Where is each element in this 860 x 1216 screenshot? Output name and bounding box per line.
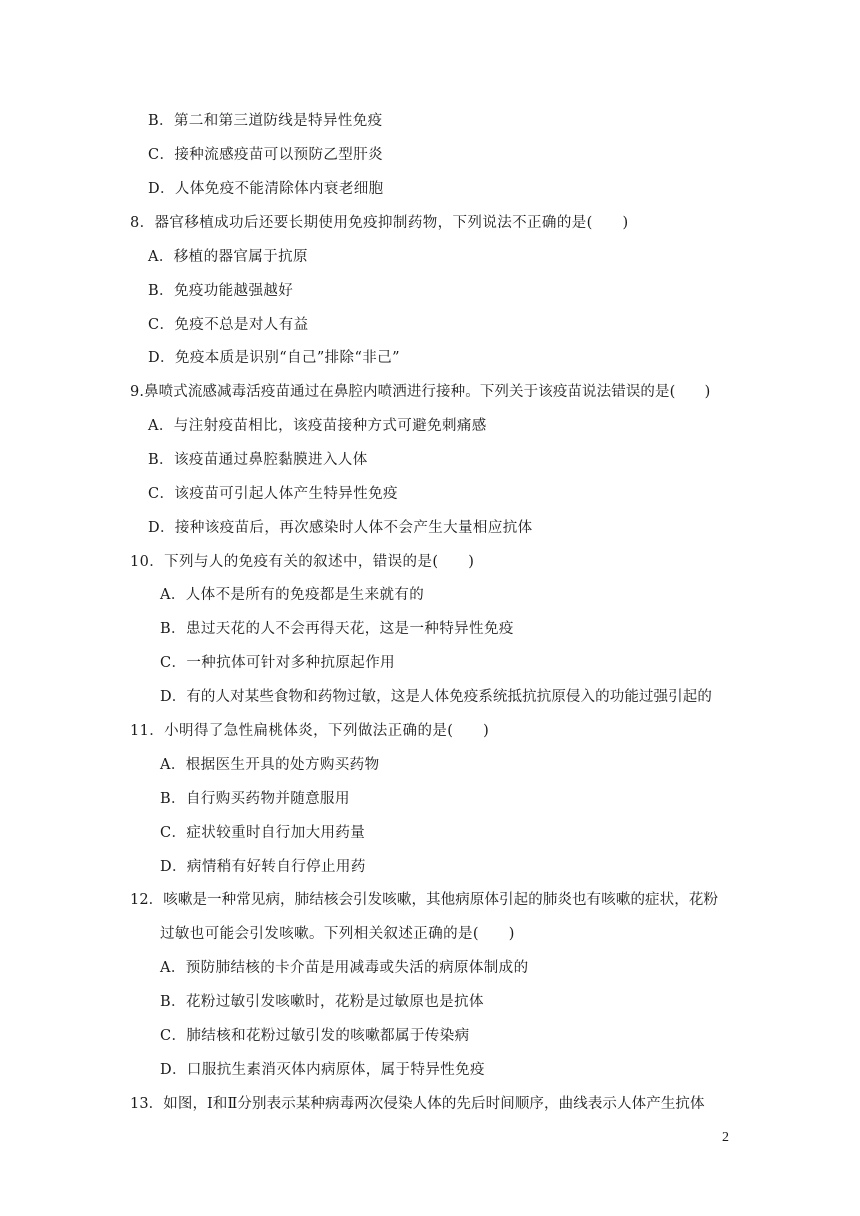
question-13: 13．如图，Ⅰ和Ⅱ分别表示某种病毒两次侵染人体的先后时间顺序，曲线表示人体产生抗体 (130, 1096, 705, 1112)
question-12: 12．咳嗽是一种常见病，肺结核会引发咳嗽，其他病原体引起的肺炎也有咳嗽的症状，花粉 (130, 892, 719, 908)
option-11c: C．症状较重时自行加大用药量 (160, 825, 366, 841)
option-8a: A．移植的器官属于抗原 (148, 249, 308, 265)
question-12-continued: 过敏也可能会引发咳嗽。下列相关叙述正确的是( ) (160, 926, 515, 942)
option-10d: D．有的人对某些食物和药物过敏，这是人体免疫系统抵抗抗原侵入的功能过强引起的 (160, 689, 712, 705)
option-9c: C．该疫苗可引起人体产生特异性免疫 (148, 486, 398, 502)
option-9b: B．该疫苗通过鼻腔黏膜进入人体 (148, 452, 368, 468)
option-7c: C．接种流感疫苗可以预防乙型肝炎 (148, 147, 383, 163)
option-10b: B．患过天花的人不会再得天花，这是一种特异性免疫 (160, 621, 514, 637)
option-9d: D．接种该疫苗后，再次感染时人体不会产生大量相应抗体 (148, 520, 533, 536)
option-8c: C．免疫不总是对人有益 (148, 317, 309, 333)
option-12d: D．口服抗生素消灭体内病原体，属于特异性免疫 (160, 1062, 485, 1078)
option-12c: C．肺结核和花粉过敏引发的咳嗽都属于传染病 (160, 1028, 470, 1044)
option-10a: A．人体不是所有的免疫都是生来就有的 (160, 587, 425, 603)
page-number: 2 (722, 1130, 729, 1145)
question-8: 8．器官移植成功后还要长期使用免疫抑制药物，下列说法不正确的是( ) (130, 215, 629, 231)
option-8b: B．免疫功能越强越好 (148, 283, 294, 299)
question-10: 10．下列与人的免疫有关的叙述中，错误的是( ) (130, 554, 475, 570)
option-8d: D．免疫本质是识别“自己”排除“非己” (148, 350, 400, 366)
question-9: 9.鼻喷式流感减毒活疫苗通过在鼻腔内喷洒进行接种。下列关于该疫苗说法错误的是( ) (130, 384, 711, 400)
option-12a: A．预防肺结核的卡介苗是用减毒或失活的病原体制成的 (160, 960, 529, 976)
option-12b: B．花粉过敏引发咳嗽时，花粉是过敏原也是抗体 (160, 994, 484, 1010)
question-11: 11．小明得了急性扁桃体炎，下列做法正确的是( ) (130, 723, 490, 739)
option-11d: D．病情稍有好转自行停止用药 (160, 859, 366, 875)
option-11b: B．自行购买药物并随意服用 (160, 791, 350, 807)
option-9a: A．与注射疫苗相比，该疫苗接种方式可避免刺痛感 (148, 418, 487, 434)
option-7b: B．第二和第三道防线是特异性免疫 (148, 113, 383, 129)
option-7d: D．人体免疫不能清除体内衰老细胞 (148, 181, 384, 197)
option-11a: A．根据医生开具的处方购买药物 (160, 757, 380, 773)
option-10c: C．一种抗体可针对多种抗原起作用 (160, 655, 395, 671)
